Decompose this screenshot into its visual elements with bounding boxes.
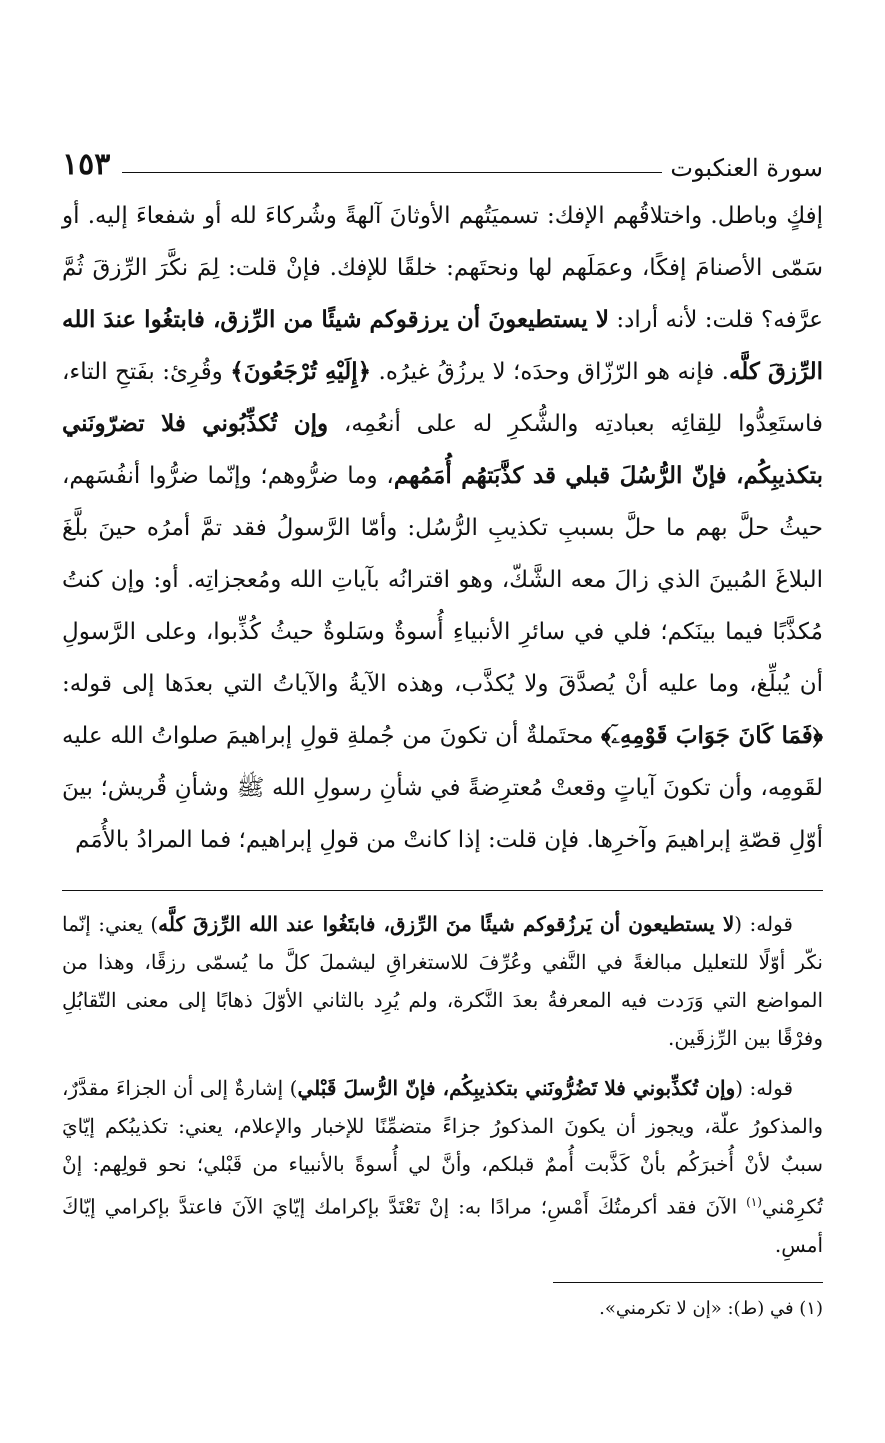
bold-quote: وإن تُكذِّبُوني فلا تضرّونَني بتكذيبِكُم، فإنّ الرُّسُلَ قبلي قد كذَّبَتهُم أُمَمُهم: [62, 410, 823, 489]
text-run: قوله: (: [735, 1076, 793, 1100]
text-run: . فإنه هو الرّزّاق وحدَه؛ لا يرزُقُ غيرُه.: [371, 359, 729, 385]
text-run: قوله: (: [734, 912, 793, 936]
main-paragraph: [62, 190, 823, 866]
text-run: ) يعني: إنّما نكّر أوّلًا للتعليل مبالغةً في النَّفي وعُرِّفَ للاستغراقِ ليشملَ كلَّ ما يُسمّى رزقًا، وهذا من المواضع التي وَرَدت فيه المعرفةُ بعدَ النَّكرة، ولم يُرِد بالثاني الأوّلَ ذهابًا إلى معنى التّقابُلِ وفرْقًا بين الرِّزقَين.: [62, 912, 823, 1050]
footnote-rule: [553, 1282, 823, 1283]
commentary-paragraph: [62, 905, 823, 1057]
commentary-divider: [62, 890, 823, 891]
page-number: ١٥٣: [62, 147, 111, 182]
main-text: [62, 190, 823, 866]
footnote: (١) في (ط): «إن لا تكرمني».: [599, 1297, 823, 1319]
bold-quote: لا يستطيعونَ أن يرزقوكم شيئًا من الرِّزق، فابتغُوا عندَ الله الرِّزقَ كلَّه: [62, 306, 823, 385]
commentary-paragraph: [62, 1069, 823, 1264]
surah-title: سورة العنكبوت: [670, 154, 823, 182]
text-run: محتَملةٌ أن تكونَ من جُملةِ قولِ إبراهيمَ صلواتُ الله عليه لقَومِه، وأن تكونَ آياتٍ وقعتْ مُعترِضةً في شأنِ رسولِ الله ﷺ وشأنِ قُريش؛ بينَ أوّلِ قصّةِ إبراهيمَ وآخرِها. فإن قلت: إذا كانتْ من قولِ إبراهيم؛ فما المرادُ بالأُمَم: [62, 723, 823, 853]
text-run: إفكٍ وباطل. واختلاقُهم الإفك: تسميَتُهم الأوثانَ آلهةً وشُركاءَ لله أو شفعاءَ إليه. أو سَمّى الأصنامَ إفكًا، وعمَلَهم لها ونحتَهم: خلقًا للإفك. فإنْ قلت: لِمَ نكَّرَ الرِّزقَ ثُمَّ عرَّفه؟ قلت: لأنه أراد:: [62, 203, 823, 333]
page: [62, 140, 823, 1403]
footnote-reference: (١): [746, 1195, 762, 1209]
text-run: الآنَ فقد أكرمتُكَ أَمْسِ؛ مرادًا به: إنْ تَعْتَدَّ بإكرامك إيّايَ الآنَ فاعتدَّ بإكرامي إيّاكَ أمسِ.: [62, 1194, 823, 1257]
header-rule: [122, 172, 662, 173]
text-run: وقُرِئ: بفَتحِ التاء، فاستَعِدُّوا للِقائِه بعبادتِه والشُّكرِ له على أنعُمِه،: [62, 359, 823, 437]
quran-verse: ﴿إِلَيْهِ تُرْجَعُونَ﴾: [230, 358, 372, 385]
text-run: ، وما ضرُّوهم؛ وإنّما ضرُّوا أنفُسَهم، حيثُ حلَّ بهم ما حلَّ بسببِ تكذيبِ الرُّسُل: وأمّا الرَّسولُ فقد تمَّ أمرُه حينَ بلَّغَ البلاغَ المُبينَ الذي زالَ معه الشَّكّ، وهو اقترانُه بآياتِ الله ومُعجزاتِه. أو: وإن كنتُ مُكذَّبًا فيما بينَكم؛ فلي في سائرِ الأنبياءِ أُسوةٌ وسَلوةٌ حيثُ كُذِّبوا، وعلى الرَّسولِ أن يُبلِّغ، وما عليه أنْ يُصدَّقَ ولا يُكذَّب، وهذه الآيةُ والآياتُ التي بعدَها إلى قوله:: [62, 463, 823, 697]
commentary: [62, 905, 823, 1264]
quran-verse: ﴿فَمَا كَانَ جَوَابَ قَوْمِهِۦٓ﴾: [601, 722, 823, 749]
bold-quote: لا يستطيعون أن يَرزُقوكم شيئًا منَ الرِّزق، فابتَغُوا عند الله الرِّزقَ كلَّه: [158, 912, 735, 936]
bold-quote: وإن تُكذِّبوني فلا تَضُرُّونَني بتكذيبِكُم، فإنّ الرُّسلَ قَبْلي: [297, 1076, 736, 1100]
text-run: ) إشارةٌ إلى أن الجزاءَ مقدَّرٌ، والمذكورُ علّة، ويجوز أن يكونَ المذكورُ جزاءً متضمِّنًا للإخبار والإعلام، يعني: تكذيبُكم إيّايَ سببٌ لأنْ أُخبرَكُم بأنْ كَذَّبت أُممٌ قبلكم، وأنَّ لي أُسوةً بالأنبياء من قَبْلي؛ نحو قولِهم: إنْ تُكرِمْني: [62, 1076, 823, 1219]
running-header: [62, 140, 823, 182]
